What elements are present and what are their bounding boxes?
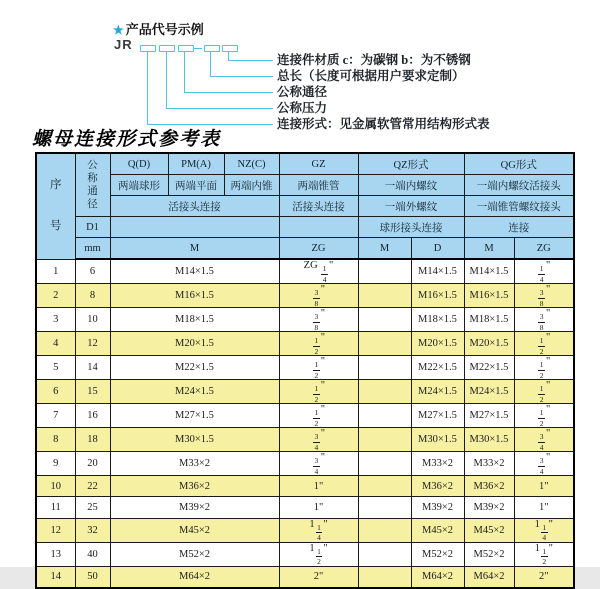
cell-dn-mm: 40 [75,542,110,566]
table-row [36,404,574,428]
diagram-label-diameter: 公称通径 [277,85,328,99]
header-conn-gz: 活接头连接 [279,196,358,217]
cell-qg-zg: $\frac{1}{2}$ " [514,332,574,356]
cell-qz-m [358,284,411,308]
header-desc-nz: 两端内锥 [224,175,279,196]
cell-qz-d: M22×1.5 [411,356,464,380]
cell-qg-zg: $\frac{3}{8}$ " [514,308,574,332]
cell-seq: 2 [36,284,75,308]
cell-qz-m [358,308,411,332]
cell-qg-m: M20×1.5 [464,332,514,356]
cell-qg-zg: $\frac{3}{4}$ " [514,452,574,476]
cell-zg: $\frac{1}{2}$ " [279,404,358,428]
section-title: 螺母连接形式参考表 [32,129,222,150]
header-desc-gz: 两端锥管 [279,175,358,196]
table-row [36,497,574,518]
cell-qg-m: M18×1.5 [464,308,514,332]
cell-seq: 7 [36,404,75,428]
cell-qz-d: M45×2 [411,518,464,542]
header-mm: mm [75,238,110,260]
cell-zg: 1 $\frac{1}{4}$ " [279,518,358,542]
cell-qg-m: M22×1.5 [464,356,514,380]
cell-seq: 4 [36,332,75,356]
cell-qz-d: M33×2 [411,452,464,476]
cell-qg-m: M27×1.5 [464,404,514,428]
cell-qz-m [358,380,411,404]
cell-qz-d: M18×1.5 [411,308,464,332]
table-row [36,356,574,380]
cell-zg: $\frac{1}{2}$ " [279,332,358,356]
header-conn-union: 活接头连接 [110,196,279,217]
diagram-label-material: 连接件材质 c：为碳钢 b：为不锈钢 [277,53,471,67]
header-desc-qg: 一端内螺纹活接头 [464,175,574,196]
cell-qg-m: M24×1.5 [464,380,514,404]
table-row [36,428,574,452]
cell-qg-m: M45×2 [464,518,514,542]
cell-qz-d: M36×2 [411,476,464,497]
header-col-qg: QG形式 [464,153,574,175]
header-join-qz: 球形接头连接 [358,217,464,238]
table-row [36,542,574,566]
cell-qz-m [358,404,411,428]
cell-zg: 1" [279,476,358,497]
table-row [36,284,574,308]
cell-qg-m: M52×2 [464,542,514,566]
cell-m-thread: M30×1.5 [110,428,279,452]
cell-qg-m: M30×1.5 [464,428,514,452]
header-desc-qz: 一端内螺纹 [358,175,464,196]
cell-seq: 11 [36,497,75,518]
cell-m-thread: M64×2 [110,566,279,588]
cell-qz-d: M14×1.5 [411,259,464,284]
table-row [36,380,574,404]
cell-qg-m: M14×1.5 [464,259,514,284]
header-col-qd: Q(D) [110,153,168,175]
cell-qz-m [358,332,411,356]
table-row [36,332,574,356]
header-col-qz: QZ形式 [358,153,464,175]
product-code-heading-text: 产品代号示例 [125,22,204,37]
nut-connection-table [35,152,575,589]
cell-seq: 5 [36,356,75,380]
diagram-label-conn-form: 连接形式：见金属软管常用结构形式表 [277,117,490,131]
cell-dn-mm: 10 [75,308,110,332]
cell-dn-mm: 18 [75,428,110,452]
cell-qg-zg: 1 $\frac{1}{4}$ " [514,518,574,542]
header-nominal-diameter: 公称通径 [75,153,110,217]
cell-seq: 10 [36,476,75,497]
cell-seq: 9 [36,452,75,476]
header-desc-qd: 两端球形 [110,175,168,196]
cell-m-thread: M20×1.5 [110,332,279,356]
cell-m-thread: M24×1.5 [110,380,279,404]
cell-qz-d: M39×2 [411,497,464,518]
cell-qz-d: M20×1.5 [411,332,464,356]
cell-m-thread: M14×1.5 [110,259,279,284]
header-desc-pm: 两端平面 [168,175,224,196]
table-body [36,259,574,588]
diagram-label-length: 总长（长度可根据用户要求定制） [277,69,465,83]
cell-dn-mm: 32 [75,518,110,542]
cell-qg-zg: 1 $\frac{1}{2}$ " [514,542,574,566]
diagram-label-pressure: 公称压力 [277,101,328,115]
cell-qg-zg: $\frac{3}{4}$ " [514,428,574,452]
cell-qg-zg: 1" [514,476,574,497]
cell-seq: 1 [36,259,75,284]
cell-dn-mm: 20 [75,452,110,476]
cell-seq: 3 [36,308,75,332]
cell-zg: 1 $\frac{1}{2}$ " [279,542,358,566]
cell-seq: 6 [36,380,75,404]
cell-zg: $\frac{3}{4}$ " [279,428,358,452]
cell-m-thread: M27×1.5 [110,404,279,428]
cell-qg-m: M64×2 [464,566,514,588]
cell-zg: ZG $\frac{1}{4}$ " [279,259,358,284]
cell-dn-mm: 22 [75,476,110,497]
cell-zg: $\frac{1}{2}$ " [279,380,358,404]
cell-qg-zg: $\frac{3}{8}$ " [514,284,574,308]
header-seq: 序号 [36,153,75,259]
header-unit-qg-m: M [464,238,514,260]
header-col-nz: NZ(C) [224,153,279,175]
cell-seq: 8 [36,428,75,452]
cell-m-thread: M52×2 [110,542,279,566]
cell-zg: 1" [279,497,358,518]
cell-m-thread: M36×2 [110,476,279,497]
cell-dn-mm: 50 [75,566,110,588]
cell-seq: 12 [36,518,75,542]
cell-qz-d: M24×1.5 [411,380,464,404]
connector-line-5 [147,51,273,125]
header-blank-1 [110,217,279,238]
cell-zg: $\frac{3}{8}$ " [279,308,358,332]
star-icon: ★ [113,23,124,37]
cell-qg-m: M36×2 [464,476,514,497]
product-code-heading [113,19,204,38]
cell-qg-m: M33×2 [464,452,514,476]
cell-dn-mm: 14 [75,356,110,380]
cell-zg: $\frac{3}{8}$ " [279,284,358,308]
cell-dn-mm: 12 [75,332,110,356]
header-d1: D1 [75,217,110,238]
cell-qg-zg: 2" [514,566,574,588]
cell-qz-d: M16×1.5 [411,284,464,308]
cell-qz-m [358,542,411,566]
header-col-gz: GZ [279,153,358,175]
cell-seq: 14 [36,566,75,588]
cell-zg: $\frac{1}{2}$ " [279,356,358,380]
cell-qg-zg: $\frac{1}{2}$ " [514,356,574,380]
cell-dn-mm: 15 [75,380,110,404]
header-col-pm: PM(A) [168,153,224,175]
cell-qz-m [358,518,411,542]
cell-qz-d: M30×1.5 [411,428,464,452]
header-unit-m3: M [110,238,279,260]
header-join-qg: 连接 [464,217,574,238]
cell-qz-d: M64×2 [411,566,464,588]
table-row [36,476,574,497]
cell-qg-zg: 1" [514,497,574,518]
cell-qg-zg: $\frac{1}{2}$ " [514,404,574,428]
cell-qg-zg: $\frac{1}{4}$ " [514,259,574,284]
cell-dn-mm: 16 [75,404,110,428]
cell-qg-zg: $\frac{1}{2}$ " [514,380,574,404]
code-dash [194,48,202,49]
table-row [36,452,574,476]
cell-zg: $\frac{3}{4}$ " [279,452,358,476]
cell-qg-m: M16×1.5 [464,284,514,308]
header-unit-qg-zg: ZG [514,238,574,260]
table-row [36,566,574,588]
cell-m-thread: M18×1.5 [110,308,279,332]
cell-qz-m [358,356,411,380]
cell-qz-d: M52×2 [411,542,464,566]
header-unit-qz-m: M [358,238,411,260]
cell-qz-m [358,566,411,588]
cell-m-thread: M45×2 [110,518,279,542]
cell-qz-d: M27×1.5 [411,404,464,428]
cell-qz-m [358,497,411,518]
cell-zg: 2" [279,566,358,588]
cell-dn-mm: 6 [75,259,110,284]
cell-m-thread: M39×2 [110,497,279,518]
table-row [36,518,574,542]
header-unit-zg: ZG [279,238,358,260]
header-conn-qg: 一端锥管螺纹接头 [464,196,574,217]
table-row [36,259,574,284]
code-prefix: JR [114,37,133,52]
table-row [36,308,574,332]
cell-dn-mm: 25 [75,497,110,518]
cell-m-thread: M33×2 [110,452,279,476]
cell-qz-m [358,428,411,452]
cell-m-thread: M22×1.5 [110,356,279,380]
header-blank-2 [279,217,358,238]
cell-qz-m [358,259,411,284]
cell-m-thread: M16×1.5 [110,284,279,308]
cell-qg-m: M39×2 [464,497,514,518]
cell-seq: 13 [36,542,75,566]
header-conn-qz: 一端外螺纹 [358,196,464,217]
cell-qz-m [358,452,411,476]
cell-dn-mm: 8 [75,284,110,308]
header-unit-qz-d: D [411,238,464,260]
cell-qz-m [358,476,411,497]
